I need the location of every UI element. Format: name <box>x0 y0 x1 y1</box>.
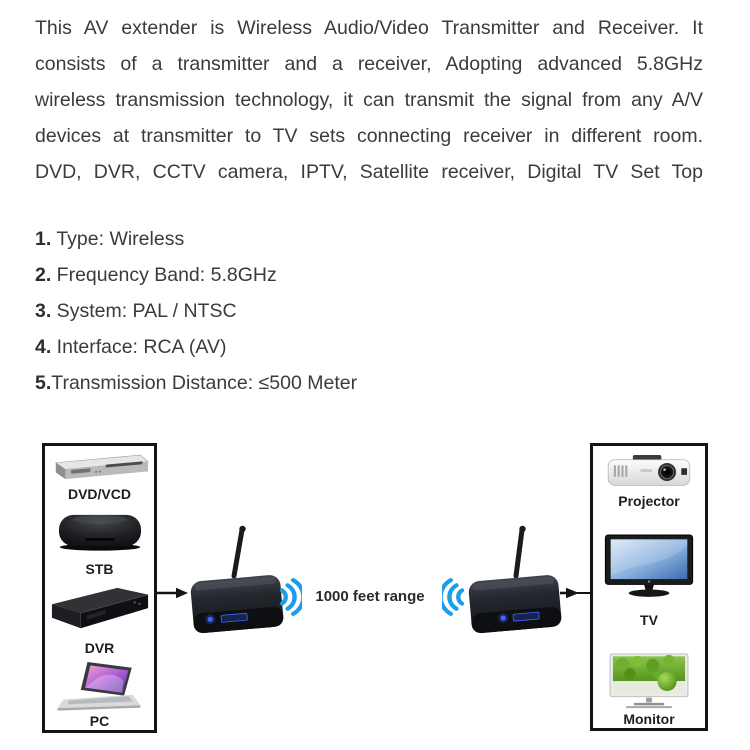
spec-item <box>35 365 357 401</box>
tv-icon <box>604 534 694 598</box>
intro-line: wireless transmission technology, it can transmit the signal from any A/V <box>35 89 703 111</box>
dvd-player-icon <box>50 452 150 485</box>
laptop-icon <box>55 661 145 713</box>
intro-line: DVD, DVR, CCTV camera, IPTV, Satellite receiver, Digital TV Set Top <box>35 161 703 183</box>
intro-line: consists of a transmitter and a receiver, Adopting advanced 5.8GHz <box>35 53 703 75</box>
spec-text: Transmission Distance: ≤500 Meter <box>51 372 358 394</box>
receiver-box-icon <box>460 518 570 636</box>
intro-line: This AV extender is Wireless Audio/Video Transmitter and Receiver. It <box>35 17 703 39</box>
dest-device-label: Monitor <box>623 711 675 727</box>
projector-icon <box>606 454 692 492</box>
dest-device-label: Projector <box>618 493 680 509</box>
spec-item <box>35 329 357 365</box>
spec-number: 5. <box>35 372 52 394</box>
intro-line: devices at transmitter to TV sets connecting receiver in different room. <box>35 125 703 147</box>
set-top-box-icon <box>56 510 144 553</box>
source-device-label: STB <box>85 561 114 577</box>
range-label: 1000 feet range <box>315 588 425 605</box>
dvr-icon <box>49 586 151 636</box>
spec-item <box>35 293 357 329</box>
spec-item <box>35 221 357 257</box>
spec-number: 3. <box>35 300 52 322</box>
spec-list <box>35 221 357 401</box>
intro-paragraph <box>35 10 703 190</box>
source-device-label: PC <box>89 713 110 729</box>
dest-device-label: TV <box>640 612 658 628</box>
spec-number: 2. <box>35 264 52 286</box>
wifi-waves-right-icon <box>278 575 302 619</box>
spec-text: Type: Wireless <box>51 228 185 250</box>
source-device-label: DVR <box>84 640 115 656</box>
spec-text: Interface: RCA (AV) <box>51 336 227 358</box>
arrow-right-icon <box>560 587 591 599</box>
monitor-icon <box>608 653 690 710</box>
spec-number: 4. <box>35 336 52 358</box>
dest-devices-box <box>590 443 708 731</box>
source-device-label: DVD/VCD <box>67 486 131 502</box>
transmitter-box-icon <box>182 518 292 636</box>
source-devices-box <box>42 443 157 733</box>
spec-item <box>35 257 357 293</box>
spec-text: Frequency Band: 5.8GHz <box>51 264 277 286</box>
spec-text: System: PAL / NTSC <box>51 300 237 322</box>
spec-number: 1. <box>35 228 52 250</box>
